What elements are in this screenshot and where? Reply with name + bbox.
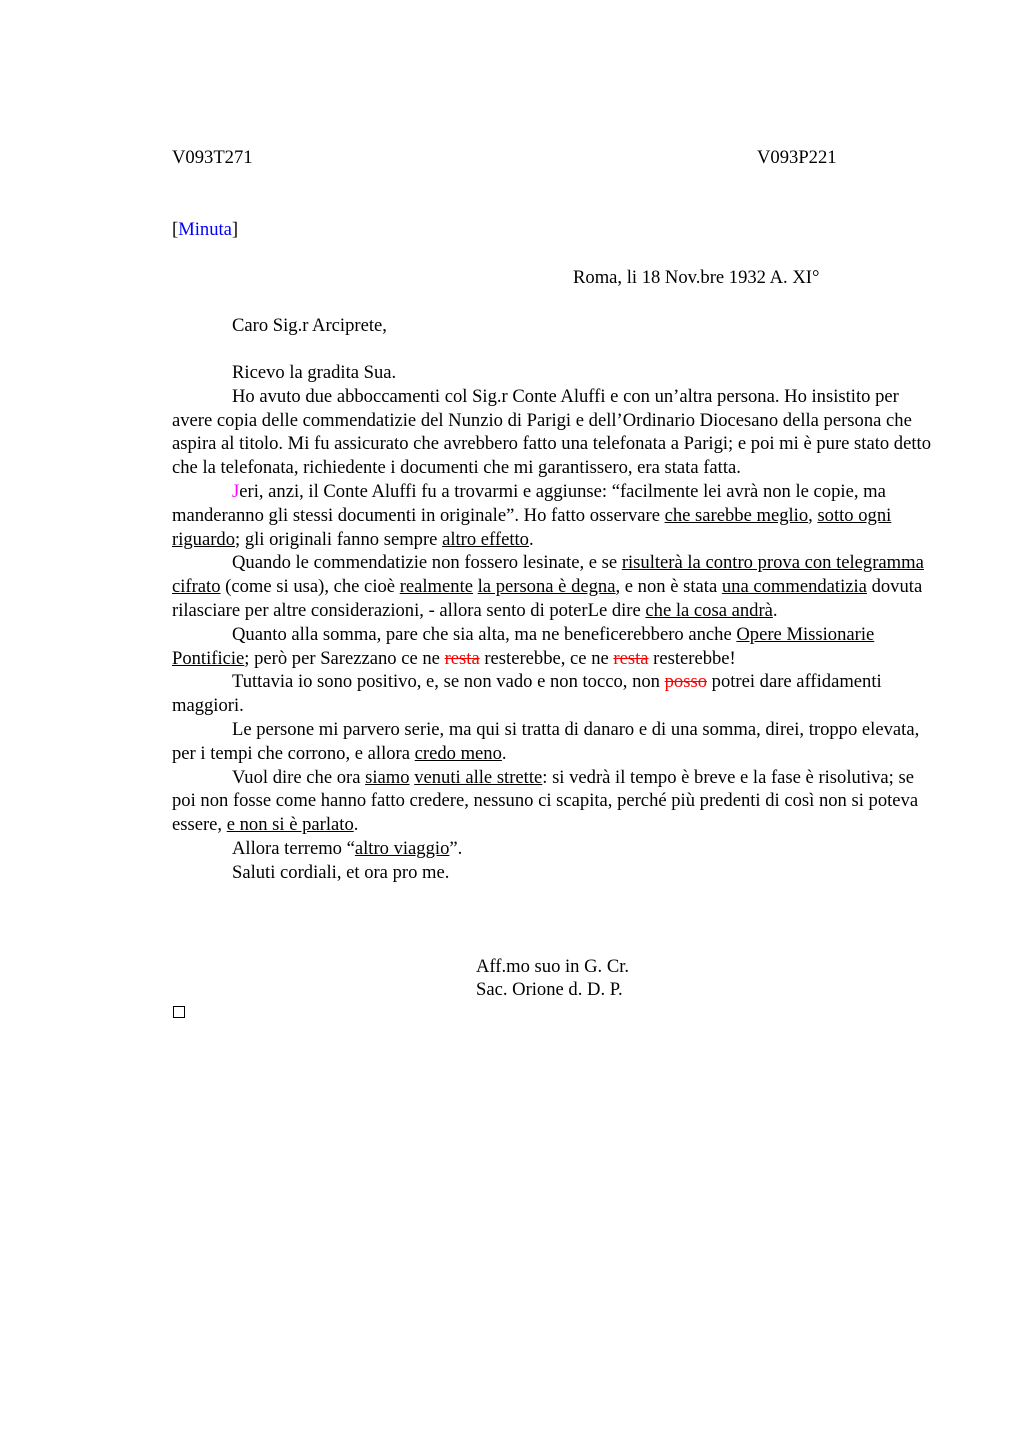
paragraph-10: Saluti cordiali, et ora pro me.: [232, 861, 450, 883]
text-run: Tuttavia io sono positivo, e, se non vado e non tocco, non: [232, 671, 665, 693]
text-run: .: [528, 528, 534, 550]
paragraph-3-initial: J: [232, 480, 240, 502]
underlined-run: Opere Missionarie Pontificie: [172, 623, 875, 669]
underlined-run: e non si è parlato: [226, 814, 354, 836]
date-line: Roma, li 18 Nov.bre 1932 A. XI°: [573, 267, 820, 288]
salutation: Caro Sig.r Arciprete,: [232, 315, 387, 336]
underlined-run: una commendatizia: [721, 576, 867, 598]
empty-checkbox-mark: [173, 1006, 185, 1018]
signature: Sac. Orione d. D. P.: [476, 979, 623, 1000]
paragraph-7: [172, 718, 932, 766]
paragraph-3: [172, 480, 932, 551]
text-run: resterebbe, ce ne: [479, 647, 614, 669]
text-run: Le persone mi parvero serie, ma qui si tratta di danaro e di una somma, direi, troppo elevata, per i tempi che corrono, e allora: [172, 718, 920, 764]
text-run: Vuol dire che ora: [232, 766, 366, 788]
deleted-word: resta: [613, 647, 649, 669]
underlined-run: risulterà la contro prova con telegramma cifrato: [172, 552, 924, 598]
paragraph-1: Ricevo la gradita Sua.: [232, 362, 397, 383]
minuta-text: Minuta: [178, 219, 232, 240]
text-run: .: [501, 742, 507, 764]
minuta-close-bracket: ]: [231, 219, 239, 240]
underlined-run: realmente: [399, 576, 473, 598]
underlined-run: sotto ogni riguardo: [172, 504, 892, 550]
paragraph-9: [172, 837, 932, 861]
left-archive-code: V093T271: [172, 147, 253, 168]
minuta-open-bracket: [: [172, 219, 179, 240]
underlined-run: la persona è degna: [477, 576, 616, 598]
text-run: .: [353, 814, 359, 836]
paragraph-2: Ho avuto due abboccamenti col Sig.r Conte Aluffi e con un’altra persona. Ho insistito per avere copia delle commendatizie del Nunzio di Parigi e dell’Ordinario Diocesano della persona che aspira al titolo. Mi fu assicurato che avrebbero fatto una telefonata a Parigi; e poi mi è pure stato detto che la telefonata, richiedente i documenti che mi garantissero, era stata fatta.: [172, 385, 931, 479]
text-run: eri, anzi, il Conte Aluffi fu a trovarmi e aggiunse: “facilmente lei avrà non le copie, ma manderanno gli stessi documenti in originale”. Ho fatto osservare: [172, 480, 886, 526]
text-run: .: [772, 599, 778, 621]
text-run: resterebbe!: [648, 647, 736, 669]
text-run: Allora terremo “: [232, 837, 355, 859]
text-run: , e non è stata: [615, 576, 722, 598]
underlined-run: venuti alle strette: [414, 766, 543, 788]
underlined-run: altro viaggio: [354, 837, 450, 859]
text-run: ; gli originali fanno sempre: [235, 528, 443, 550]
text-run: ; però per Sarezzano ce ne: [244, 647, 445, 669]
underlined-run: altro effetto: [442, 528, 529, 550]
closing-line-1: Aff.mo suo in G. Cr.: [476, 956, 630, 977]
underlined-run: siamo: [365, 766, 410, 788]
text-run: ”.: [449, 837, 463, 859]
underlined-run: che la cosa andrà: [645, 599, 773, 621]
letter-body: [172, 361, 932, 885]
paragraph-5: [172, 623, 932, 671]
text-run: dovuta rilasciare per altre considerazioni, - allora sento di poterLe dire: [172, 576, 923, 621]
text-run: : si vedrà il tempo è breve e la fase è risolutiva; se poi non fosse come hanno fatto credere, nessuno ci scapita, perché più predenti di così non si poteva essere,: [172, 766, 919, 836]
paragraph-6: [172, 670, 932, 718]
minuta-label: [172, 218, 238, 242]
text-run: Quando le commendatizie non fossero lesinate, e se: [232, 552, 622, 574]
underlined-run: credo meno: [414, 742, 502, 764]
deleted-word: posso: [664, 671, 707, 693]
text-run: (come si usa), che cioè: [220, 576, 400, 598]
text-run: potrei dare affidamenti maggiori.: [172, 671, 882, 717]
paragraph-8: [172, 766, 932, 837]
text-run: ,: [808, 504, 818, 526]
text-run: Quanto alla somma, pare che sia alta, ma ne beneficerebbero anche: [232, 623, 737, 645]
right-archive-code: V093P221: [757, 147, 837, 168]
underlined-run: che sarebbe meglio: [664, 504, 809, 526]
paragraph-4: [172, 551, 932, 622]
deleted-word: resta: [444, 647, 480, 669]
